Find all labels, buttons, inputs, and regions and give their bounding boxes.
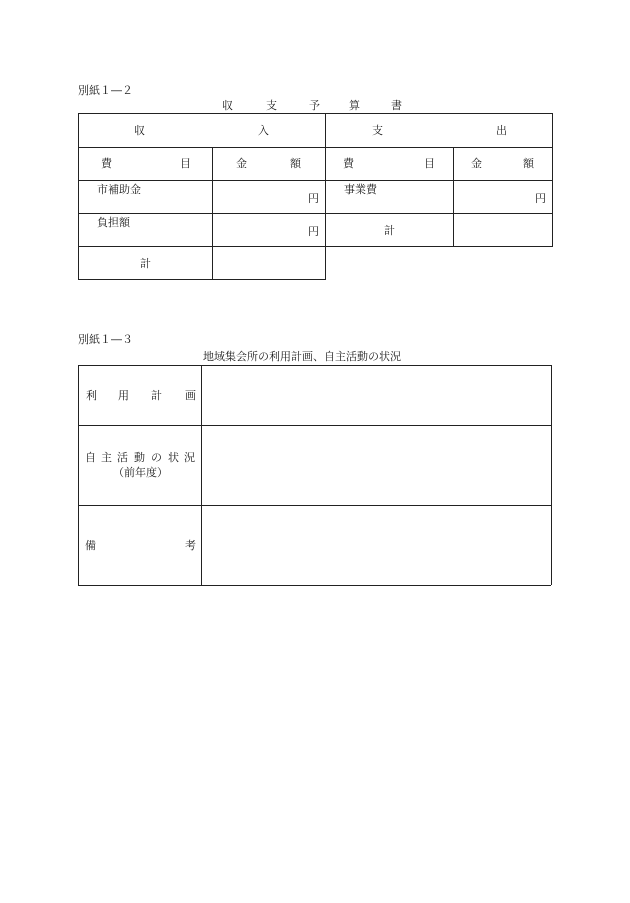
income-total-label: 計 — [140, 257, 151, 270]
table-line — [552, 113, 553, 247]
table-line — [78, 213, 552, 214]
activity-status-label-char: 況 — [184, 451, 195, 464]
table-line — [78, 180, 552, 181]
expense-total-label: 計 — [384, 224, 395, 237]
usage-plan-label-char: 計 — [151, 389, 162, 402]
remarks-label-char: 備 — [85, 539, 96, 552]
expense-item-project-cost: 事業費 — [344, 183, 377, 196]
income-item-contribution: 負担額 — [97, 216, 130, 229]
income-item-city-subsidy: 市補助金 — [97, 183, 141, 196]
remarks-label-char: 考 — [185, 539, 196, 552]
yen-unit: 円 — [535, 192, 546, 205]
income-header-char: 入 — [258, 124, 269, 137]
budget-title-char: 収 — [222, 99, 233, 112]
table-line — [551, 365, 552, 585]
table-line — [78, 365, 551, 366]
previous-year-note: （前年度） — [113, 466, 168, 479]
table-line — [78, 365, 79, 585]
income-amount-col-header: 額 — [290, 157, 301, 170]
expense-item-col-header: 目 — [424, 157, 435, 170]
table-line — [453, 147, 454, 247]
table-line — [78, 585, 551, 586]
usage-plan-label-char: 用 — [118, 389, 129, 402]
budget-title-char: 算 — [349, 99, 360, 112]
activity-status-label-char: 活 — [117, 451, 128, 464]
usage-plan-label-char: 画 — [185, 389, 196, 402]
table-line — [325, 113, 326, 280]
income-item-col-header: 目 — [180, 157, 191, 170]
table-line — [78, 147, 552, 148]
yen-unit: 円 — [308, 192, 319, 205]
activity-status-label-char: 状 — [168, 451, 179, 464]
table-line — [78, 113, 552, 114]
expense-header-char: 出 — [496, 124, 507, 137]
activity-status-label-char: の — [151, 451, 162, 464]
usage-plan-title: 地域集会所の利用計画、自主活動の状況 — [203, 350, 401, 363]
table-line — [78, 505, 551, 506]
expense-header-char: 支 — [372, 124, 383, 137]
yen-unit: 円 — [308, 225, 319, 238]
usage-plan-label-char: 利 — [86, 389, 97, 402]
budget-title-char: 支 — [266, 99, 277, 112]
table-line — [78, 279, 325, 280]
expense-item-col-header: 費 — [343, 157, 354, 170]
table-line — [78, 425, 551, 426]
activity-status-label-char: 動 — [134, 451, 145, 464]
attachment-label-1-3: 別紙１―３ — [78, 333, 133, 346]
income-item-col-header: 費 — [101, 157, 112, 170]
budget-title-char: 予 — [309, 99, 320, 112]
expense-amount-col-header: 額 — [523, 157, 534, 170]
income-amount-col-header: 金 — [236, 157, 247, 170]
income-header-char: 収 — [134, 124, 145, 137]
expense-amount-col-header: 金 — [471, 157, 482, 170]
table-line — [78, 246, 552, 247]
attachment-label-1-2: 別紙１―２ — [78, 84, 133, 97]
activity-status-label-char: 自 — [85, 451, 96, 464]
budget-title-char: 書 — [391, 99, 402, 112]
table-line — [212, 147, 213, 280]
activity-status-label-char: 主 — [101, 451, 112, 464]
table-line — [78, 113, 79, 280]
table-line — [201, 365, 202, 585]
